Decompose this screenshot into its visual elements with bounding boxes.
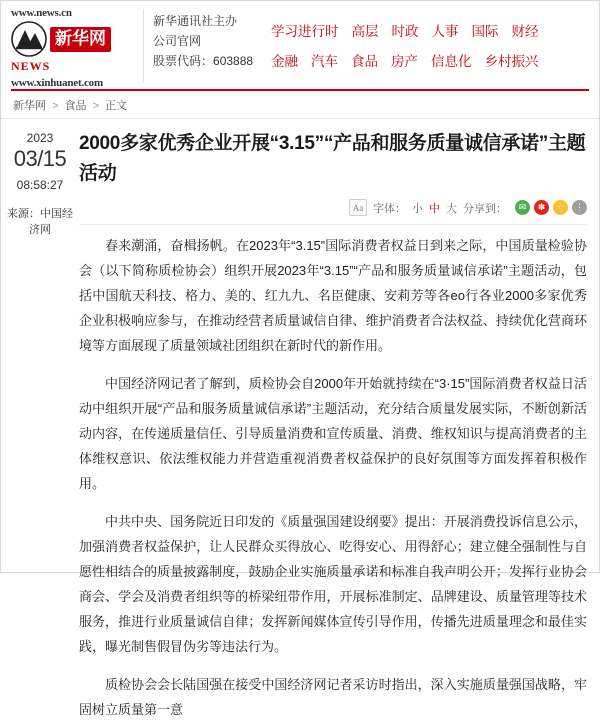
nav-item-learning[interactable]: 学习进行时: [271, 24, 339, 39]
nav-item-personnel[interactable]: 人事: [431, 24, 459, 39]
share-icons: [515, 200, 587, 215]
breadcrumb-item-food[interactable]: 食品: [64, 100, 87, 112]
nav-row-1: [271, 17, 589, 47]
article-column: [75, 125, 589, 722]
publish-time: 08:58:27: [16, 178, 64, 192]
logo-url-top: www.news.cn: [11, 7, 72, 19]
article-source: [5, 206, 75, 238]
nav-item-auto[interactable]: 汽车: [311, 54, 338, 69]
breadcrumb-item-article: 正文: [105, 100, 128, 112]
site-header: [1, 1, 599, 89]
font-size-medium-button[interactable]: 中: [429, 202, 440, 215]
article-body: [79, 225, 587, 722]
article-toolbar: [79, 195, 587, 225]
nav-item-food[interactable]: 食品: [351, 54, 378, 69]
nav-item-rural[interactable]: 乡村振兴: [484, 54, 539, 69]
publish-date: 03/15: [13, 146, 67, 171]
content-area: [1, 119, 599, 722]
nav-item-property[interactable]: 房产: [391, 54, 418, 69]
header-divider: [143, 9, 144, 83]
publish-year: 2023: [26, 131, 54, 145]
wechat-share-icon[interactable]: ✉: [515, 200, 530, 215]
font-size-small-button[interactable]: 小: [412, 202, 423, 215]
nav-item-it[interactable]: 信息化: [431, 54, 472, 69]
more-share-icon[interactable]: ⋮: [572, 200, 587, 215]
logo-wordmark-en: NEWS: [11, 59, 51, 73]
share-label: 分享到：: [463, 202, 507, 215]
nav-row-2: [271, 47, 589, 77]
nav-item-politics[interactable]: 时政: [391, 24, 419, 39]
site-logo[interactable]: [11, 5, 139, 89]
font-size-icon: Aa: [349, 199, 367, 216]
page-title: 2000多家优秀企业开展“3.15”“产品和服务质量诚信承诺”主题活动: [79, 133, 586, 184]
breadcrumb-separator-1: >: [52, 100, 59, 112]
agency-info: [153, 5, 265, 89]
font-size-large-button[interactable]: 大: [446, 202, 457, 215]
article-paragraph-1: 春来潮涌，奋楫扬帆。在2023年“3.15”国际消费者权益日到来之际，中国质量检验协会（以下简称质检协会）组织开展2023年“3.15”“产品和服务质量诚信承诺”主题活动，包括中国航天科技、格力、美的、红九九、名臣健康、安莉芳等各ео行各业2000多家优秀企业积极响应参与，在推动经营者质量诚信自律、维护消费者合法权益、持续优化营商环境等方面展现了质量领域社团组织在新时代的新作用。: [79, 238, 587, 353]
logo-wordmark-cn: 新华网: [50, 27, 111, 52]
article-paragraph-3: 中共中央、国务院近日印发的《质量强国建设纲要》提出：开展消费投诉信息公示，加强消费者权益保护，让人民群众买得放心、吃得安心、用得舒心；建立健全强制性与自愿性相结合的质量披露制度，鼓励企业实施质量承诺和标准自我声明公开；发挥行业协会商会、学会及消费者组织等的桥梁纽带作用，开展标准制定、品牌建设、质量管理等技术服务，推进行业质量诚信自律；发挥新闻媒体宣传引导作用，传播先进质量理念和最佳实践，曝光制售假冒伪劣等违法行为。: [79, 514, 587, 654]
nav-item-banking[interactable]: 金融: [271, 54, 298, 69]
agency-line-2: 公司官网: [153, 34, 202, 48]
nav-item-leadership[interactable]: 高层: [351, 24, 379, 39]
weibo-share-icon[interactable]: ✽: [534, 200, 549, 215]
nav-item-finance[interactable]: 财经: [511, 24, 539, 39]
main-nav: [265, 5, 589, 89]
article-paragraph-4: 质检协会会长陆国强在接受中国经济网记者采访时指出，深入实施质量强国战略，牢固树立质量第一意: [79, 677, 587, 717]
font-size-label: 字体：: [373, 202, 406, 215]
logo-main: [11, 20, 111, 58]
article-meta-column: [5, 125, 75, 722]
article-paragraph-2: 中国经济网记者了解到，质检协会自2000年开始就持续在“3·15”国际消费者权益日活动中组织开展“产品和服务质量诚信承诺”主题活动，充分结合质量发展实际，不断创新活动内容，在传递质量信任、引导质量消费和宣传质量、消费、维权知识与提高消费者的主体维权意识、依法维权能力并营造重视消费者权益保护的良好氛围等方面发挥着积极作用。: [79, 376, 587, 491]
source-value: 中国经济网: [29, 208, 73, 236]
stock-code-label: 股票代码：: [153, 54, 214, 68]
nav-item-international[interactable]: 国际: [471, 24, 499, 39]
breadcrumb: [1, 91, 599, 119]
logo-url-bottom: www.xinhuanet.com: [11, 77, 103, 89]
xinhua-emblem-icon: [11, 21, 47, 57]
qzone-share-icon[interactable]: ☆: [553, 200, 568, 215]
stock-code-value: 603888: [213, 54, 254, 68]
agency-line-1: 新华通讯社主办: [153, 14, 238, 28]
breadcrumb-separator-2: >: [92, 100, 100, 112]
source-label: 来源：: [7, 208, 40, 220]
breadcrumb-item-home[interactable]: 新华网: [13, 100, 46, 112]
stock-code: [153, 51, 265, 71]
